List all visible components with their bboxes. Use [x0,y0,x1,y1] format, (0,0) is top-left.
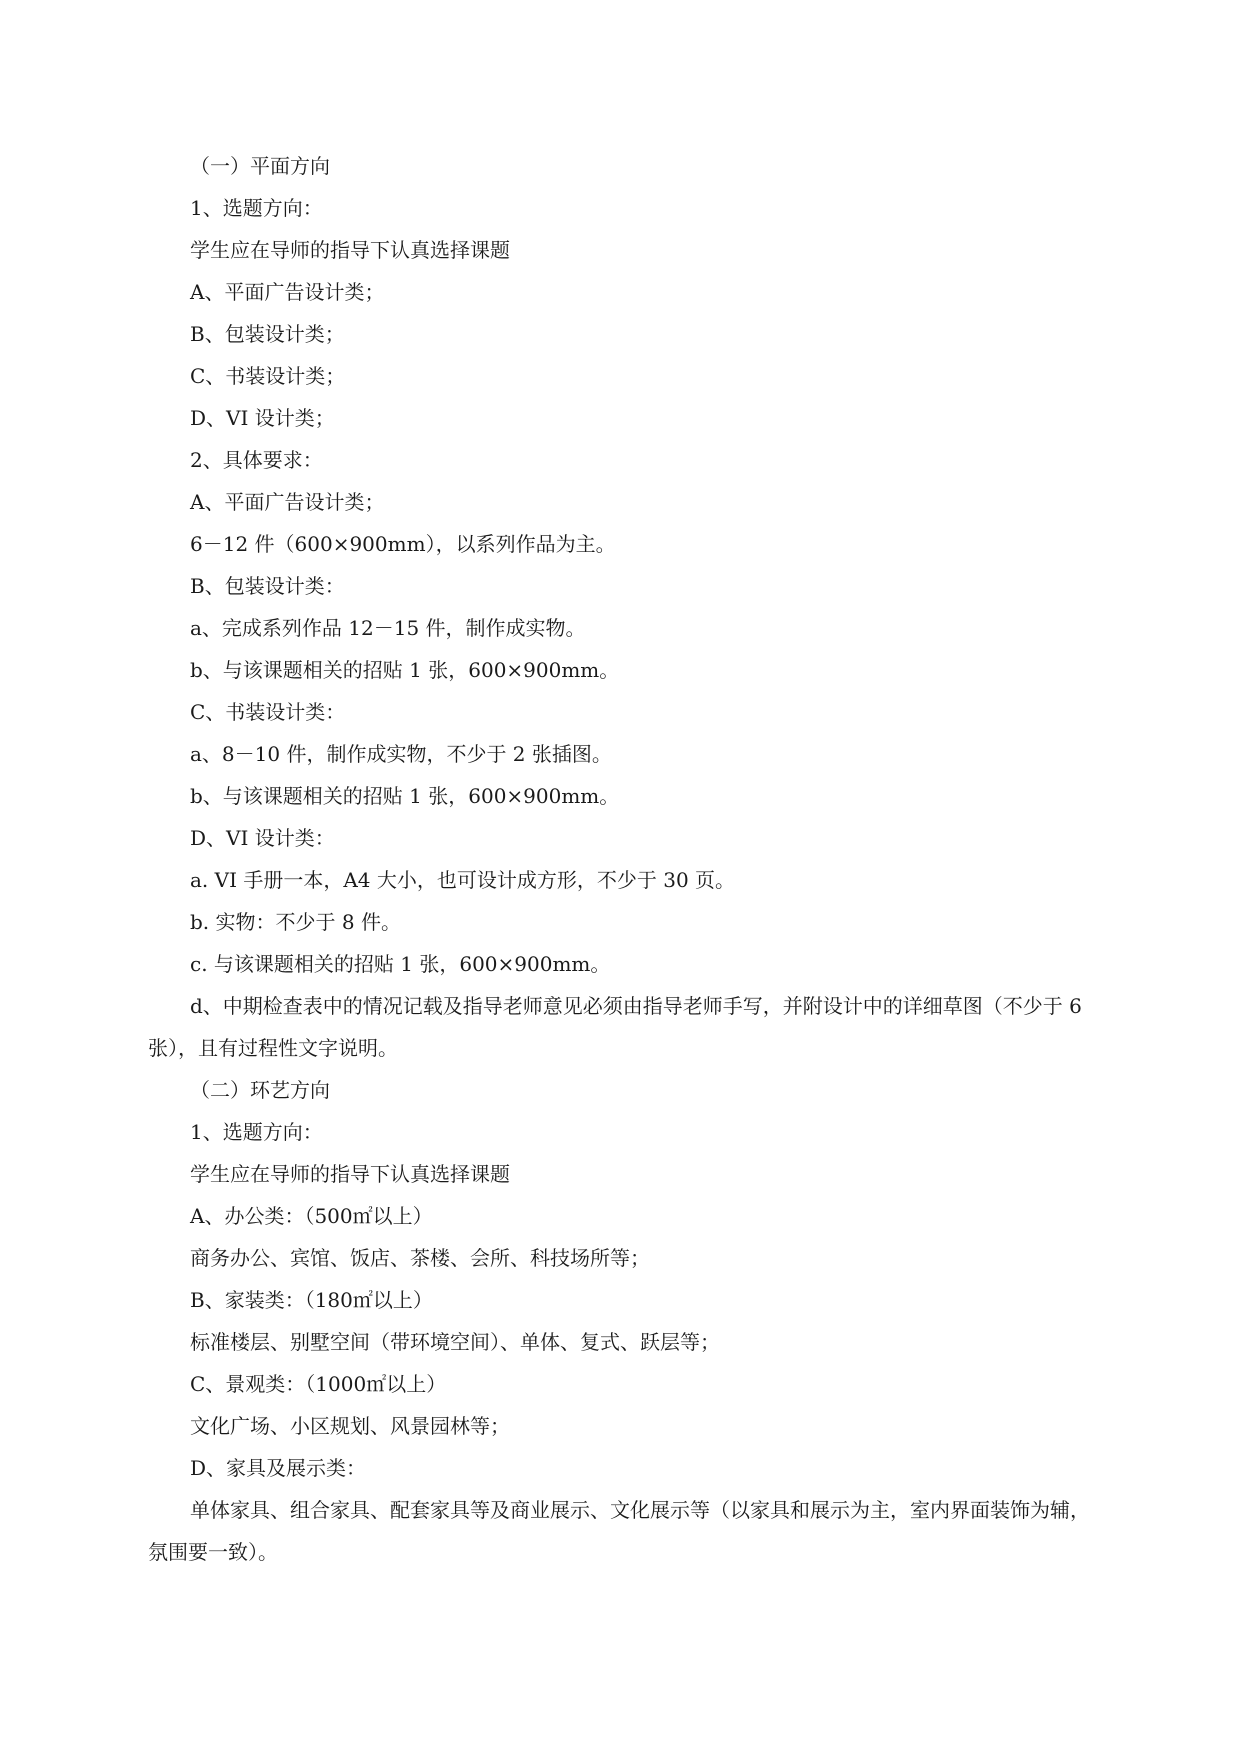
text-line: a、完成系列作品 12－15 件，制作成实物。 [190,616,586,640]
subheading-requirements: 2、具体要求： [190,448,323,472]
list-item: C、书装设计类； [190,364,346,388]
text-line: b、与该课题相关的招贴 1 张，600×900mm。 [190,784,620,808]
text-line: c. 与该课题相关的招贴 1 张，600×900mm。 [190,952,611,976]
list-item: C、书装设计类： [190,700,346,724]
list-item: A、平面广告设计类； [190,490,385,514]
list-item: D、VI 设计类； [190,406,335,430]
paragraph-furniture-display: 单体家具、组合家具、配套家具等及商业展示、文化展示等（以家具和展示为主，室内界面装饰为辅，氛围要一致）。 [148,1498,1090,1564]
document-body [148,145,1098,1573]
subheading-topic-direction: 1、选题方向： [190,1120,323,1144]
list-item: B、包装设计类： [190,574,345,598]
text-line: 学生应在导师的指导下认真选择课题 [190,238,510,262]
list-item: D、VI 设计类： [190,826,335,850]
text-line: b、与该课题相关的招贴 1 张，600×900mm。 [190,658,620,682]
text-line: b. 实物：不少于 8 件。 [190,910,401,934]
section-heading-environment: （二）环艺方向 [190,1078,330,1102]
subheading-topic-direction: 1、选题方向： [190,196,323,220]
section-heading-graphic: （一）平面方向 [190,154,330,178]
list-item: D、家具及展示类： [190,1456,367,1480]
text-line: 6－12 件（600×900mm），以系列作品为主。 [190,532,616,556]
text-line: 商务办公、宾馆、饭店、茶楼、会所、科技场所等； [190,1246,650,1270]
paragraph-midterm-check: d、中期检查表中的情况记载及指导老师意见必须由指导老师手写，并附设计中的详细草图（不少于 6 张），且有过程性文字说明。 [148,994,1082,1060]
text-line: a、8－10 件，制作成实物，不少于 2 张插图。 [190,742,612,766]
list-item: B、家装类：（180㎡以上） [190,1288,433,1312]
text-line: a. VI 手册一本，A4 大小，也可设计成方形，不少于 30 页。 [190,868,736,892]
text-line: 标准楼层、别墅空间（带环境空间）、单体、复式、跃层等； [190,1330,720,1354]
text-line: 学生应在导师的指导下认真选择课题 [190,1162,510,1186]
list-item: A、平面广告设计类； [190,280,385,304]
list-item: C、景观类：（1000㎡以上） [190,1372,447,1396]
list-item: B、包装设计类； [190,322,345,346]
text-line: 文化广场、小区规划、风景园林等； [190,1414,510,1438]
list-item: A、办公类：（500㎡以上） [190,1204,433,1228]
